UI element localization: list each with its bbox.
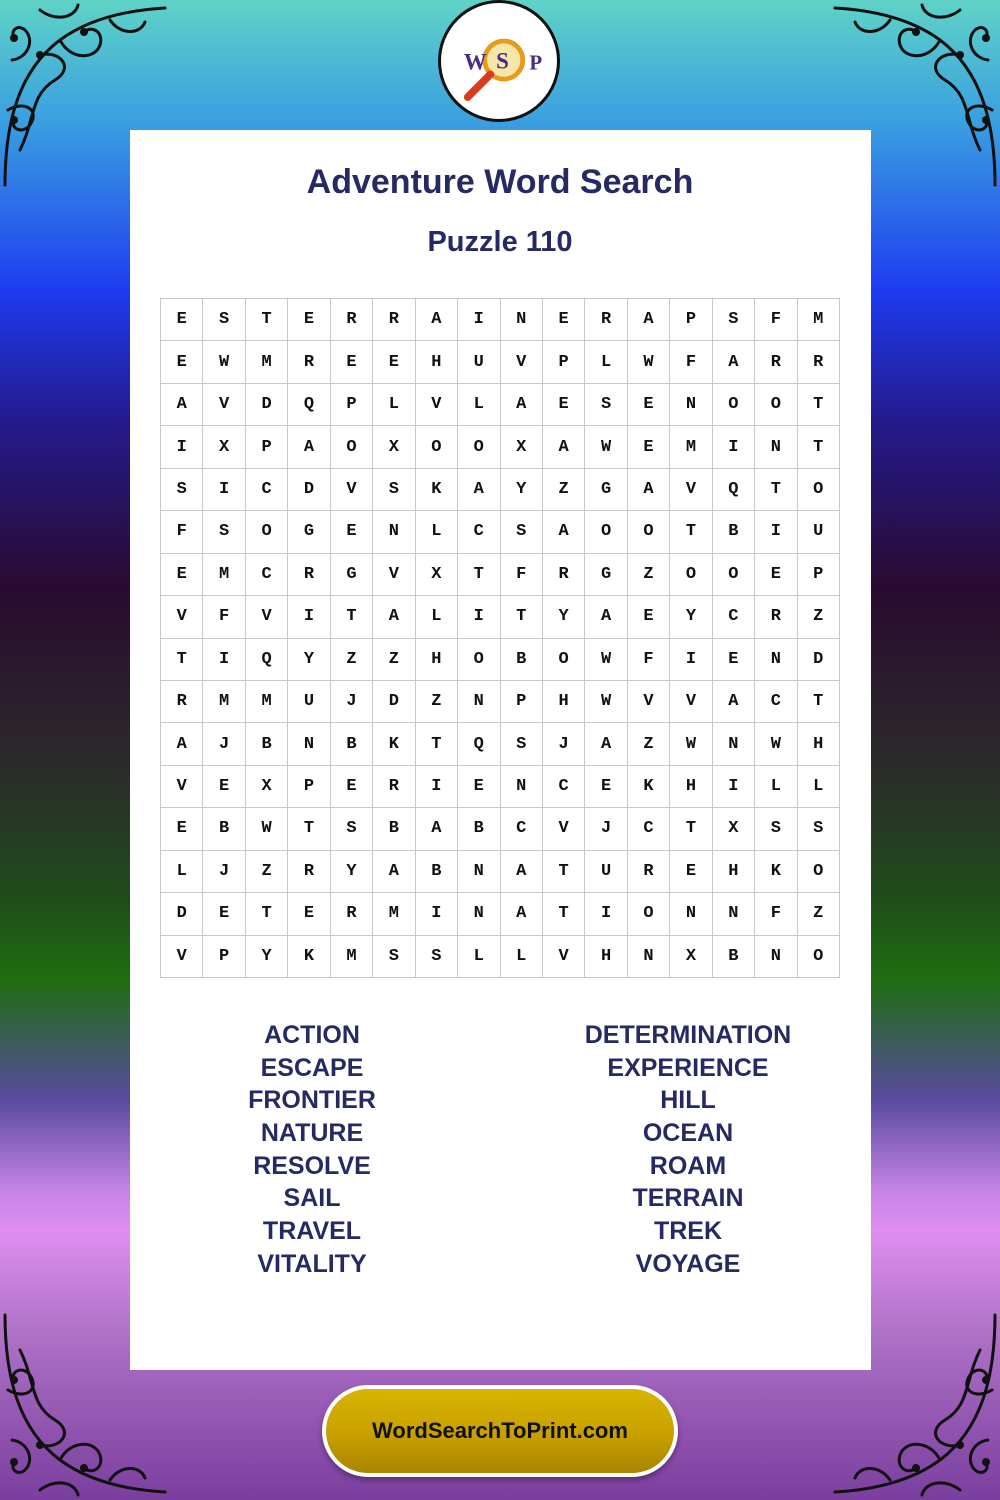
grid-cell[interactable]: T	[458, 554, 500, 596]
grid-cell[interactable]: P	[203, 936, 245, 978]
grid-cell[interactable]: E	[331, 766, 373, 808]
grid-cell[interactable]: W	[585, 426, 627, 468]
grid-cell[interactable]: C	[501, 808, 543, 850]
grid-cell[interactable]: L	[501, 936, 543, 978]
word-list-item: ESCAPE	[260, 1053, 364, 1082]
grid-cell[interactable]: N	[458, 851, 500, 893]
grid-cell[interactable]: R	[373, 299, 415, 341]
grid-cell[interactable]: F	[203, 596, 245, 638]
grid-cell[interactable]: H	[798, 723, 840, 765]
word-list-item: HILL	[660, 1086, 716, 1115]
grid-cell[interactable]: K	[755, 851, 797, 893]
grid-cell[interactable]: M	[246, 341, 288, 383]
grid-cell[interactable]: F	[161, 511, 203, 553]
grid-cell[interactable]: K	[628, 766, 670, 808]
grid-cell[interactable]: M	[798, 299, 840, 341]
grid-cell[interactable]: X	[373, 426, 415, 468]
grid-cell[interactable]: R	[585, 299, 627, 341]
grid-cell[interactable]: T	[798, 681, 840, 723]
grid-cell[interactable]: I	[713, 426, 755, 468]
grid-cell[interactable]: V	[416, 384, 458, 426]
grid-cell[interactable]: E	[161, 808, 203, 850]
grid-cell[interactable]: C	[713, 596, 755, 638]
grid-cell[interactable]: N	[288, 723, 330, 765]
grid-cell[interactable]: A	[373, 596, 415, 638]
grid-cell[interactable]: S	[203, 511, 245, 553]
grid-cell[interactable]: N	[458, 893, 500, 935]
grid-cell[interactable]: T	[246, 893, 288, 935]
word-list-item: ACTION	[264, 1021, 360, 1049]
grid-cell[interactable]: A	[501, 851, 543, 893]
grid-cell[interactable]: O	[713, 384, 755, 426]
grid-cell[interactable]: Z	[798, 596, 840, 638]
grid-cell[interactable]: E	[458, 766, 500, 808]
grid-cell[interactable]: T	[670, 808, 712, 850]
grid-cell[interactable]: V	[373, 554, 415, 596]
grid-cell[interactable]: J	[203, 723, 245, 765]
grid-cell[interactable]: Z	[628, 723, 670, 765]
grid-cell[interactable]: V	[203, 384, 245, 426]
grid-cell[interactable]: Q	[246, 639, 288, 681]
grid-cell[interactable]: D	[288, 469, 330, 511]
grid-cell[interactable]: R	[628, 851, 670, 893]
grid-cell[interactable]: M	[246, 681, 288, 723]
grid-cell[interactable]: F	[755, 893, 797, 935]
grid-cell[interactable]: F	[501, 554, 543, 596]
grid-cell[interactable]: B	[713, 511, 755, 553]
grid-cell[interactable]: S	[373, 936, 415, 978]
grid-cell[interactable]: X	[670, 936, 712, 978]
grid-cell[interactable]: X	[416, 554, 458, 596]
grid-cell[interactable]: D	[161, 893, 203, 935]
grid-cell[interactable]: S	[755, 808, 797, 850]
grid-cell[interactable]: V	[161, 766, 203, 808]
grid-cell[interactable]: O	[798, 469, 840, 511]
grid-cell[interactable]: I	[670, 639, 712, 681]
grid-cell[interactable]: S	[331, 808, 373, 850]
word-list-item: OCEAN	[642, 1119, 734, 1148]
grid-cell[interactable]: I	[416, 766, 458, 808]
grid-cell[interactable]: X	[501, 426, 543, 468]
grid-cell[interactable]: H	[585, 936, 627, 978]
grid-cell[interactable]: E	[331, 511, 373, 553]
grid-cell[interactable]: E	[628, 384, 670, 426]
grid-cell[interactable]: R	[288, 554, 330, 596]
grid-cell[interactable]: H	[543, 681, 585, 723]
grid-cell[interactable]: V	[246, 596, 288, 638]
grid-cell[interactable]: Y	[288, 639, 330, 681]
grid-cell[interactable]: N	[670, 893, 712, 935]
grid-cell[interactable]: C	[246, 469, 288, 511]
grid-cell[interactable]: O	[585, 511, 627, 553]
grid-cell[interactable]: L	[416, 596, 458, 638]
grid-cell[interactable]: N	[755, 639, 797, 681]
grid-cell[interactable]: N	[713, 723, 755, 765]
grid-cell[interactable]: O	[713, 554, 755, 596]
grid-cell[interactable]: B	[203, 808, 245, 850]
grid-cell[interactable]: W	[585, 681, 627, 723]
word-list-item: TREK	[653, 1217, 723, 1246]
grid-cell[interactable]: Z	[543, 469, 585, 511]
word-list-item: ROAM	[649, 1151, 727, 1180]
grid-cell[interactable]: T	[670, 511, 712, 553]
grid-cell[interactable]: A	[585, 723, 627, 765]
grid-cell[interactable]: R	[798, 341, 840, 383]
grid-cell[interactable]: S	[713, 299, 755, 341]
grid-cell[interactable]: X	[203, 426, 245, 468]
grid-cell[interactable]: W	[203, 341, 245, 383]
grid-cell[interactable]: B	[458, 808, 500, 850]
grid-cell[interactable]: N	[755, 936, 797, 978]
grid-cell[interactable]: G	[585, 469, 627, 511]
grid-cell[interactable]: U	[585, 851, 627, 893]
grid-cell[interactable]: B	[331, 723, 373, 765]
grid-cell[interactable]: D	[798, 639, 840, 681]
grid-cell[interactable]: P	[670, 299, 712, 341]
grid-cell[interactable]: S	[501, 511, 543, 553]
grid-cell[interactable]: W	[755, 723, 797, 765]
grid-cell[interactable]: F	[628, 639, 670, 681]
grid-cell[interactable]: E	[755, 554, 797, 596]
grid-cell[interactable]: W	[670, 723, 712, 765]
grid-cell[interactable]: T	[798, 384, 840, 426]
word-list-item: FRONTIER	[248, 1086, 376, 1115]
grid-cell[interactable]: S	[416, 936, 458, 978]
grid-cell[interactable]: C	[458, 511, 500, 553]
grid-cell[interactable]: I	[458, 299, 500, 341]
grid-cell[interactable]: O	[458, 426, 500, 468]
grid-cell[interactable]: P	[331, 384, 373, 426]
grid-cell[interactable]: B	[416, 851, 458, 893]
grid-cell[interactable]: M	[373, 893, 415, 935]
grid-cell[interactable]: I	[288, 596, 330, 638]
grid-cell[interactable]: Q	[458, 723, 500, 765]
page-title: Adventure Word Search	[306, 163, 694, 201]
grid-cell[interactable]: R	[755, 341, 797, 383]
grid-cell[interactable]: R	[755, 596, 797, 638]
grid-cell[interactable]: X	[246, 766, 288, 808]
grid-cell[interactable]: L	[458, 384, 500, 426]
grid-cell[interactable]: T	[543, 893, 585, 935]
grid-cell[interactable]: V	[543, 936, 585, 978]
grid-cell[interactable]: A	[628, 299, 670, 341]
grid-cell[interactable]: G	[585, 554, 627, 596]
grid-cell[interactable]: Z	[373, 639, 415, 681]
grid-cell[interactable]: K	[373, 723, 415, 765]
grid-cell[interactable]: O	[543, 639, 585, 681]
grid-cell[interactable]: P	[246, 426, 288, 468]
grid-cell[interactable]: O	[416, 426, 458, 468]
grid-cell[interactable]: L	[373, 384, 415, 426]
grid-cell[interactable]: P	[501, 681, 543, 723]
grid-cell[interactable]: X	[713, 808, 755, 850]
grid-cell[interactable]: T	[288, 808, 330, 850]
word-list-item: RESOLVE	[253, 1151, 371, 1180]
grid-cell[interactable]: A	[161, 384, 203, 426]
grid-cell[interactable]: I	[458, 596, 500, 638]
grid-cell[interactable]: S	[161, 469, 203, 511]
grid-cell[interactable]: T	[755, 469, 797, 511]
word-list-item: DETERMINATION	[584, 1021, 792, 1049]
grid-cell[interactable]: Z	[628, 554, 670, 596]
grid-cell[interactable]: J	[331, 681, 373, 723]
grid-cell[interactable]: E	[288, 299, 330, 341]
grid-cell[interactable]: K	[416, 469, 458, 511]
site-logo[interactable]	[438, 0, 560, 122]
grid-cell[interactable]: S	[373, 469, 415, 511]
grid-cell[interactable]: A	[416, 299, 458, 341]
grid-cell[interactable]: E	[203, 893, 245, 935]
grid-cell[interactable]: I	[203, 469, 245, 511]
grid-cell[interactable]: G	[331, 554, 373, 596]
grid-cell[interactable]: Z	[416, 681, 458, 723]
grid-cell[interactable]: Z	[798, 893, 840, 935]
grid-cell[interactable]: T	[331, 596, 373, 638]
grid-cell[interactable]: S	[585, 384, 627, 426]
grid-cell[interactable]: O	[246, 511, 288, 553]
grid-cell[interactable]: S	[798, 808, 840, 850]
grid-cell[interactable]: O	[798, 851, 840, 893]
grid-cell[interactable]: J	[585, 808, 627, 850]
grid-cell[interactable]: Y	[670, 596, 712, 638]
grid-cell[interactable]: E	[713, 639, 755, 681]
letter-grid[interactable]	[160, 298, 840, 978]
grid-cell[interactable]: L	[458, 936, 500, 978]
grid-cell[interactable]: G	[288, 511, 330, 553]
grid-cell[interactable]: J	[203, 851, 245, 893]
grid-cell[interactable]: I	[755, 511, 797, 553]
grid-cell[interactable]: C	[755, 681, 797, 723]
grid-cell[interactable]: L	[755, 766, 797, 808]
grid-cell[interactable]: H	[670, 766, 712, 808]
grid-cell[interactable]: V	[331, 469, 373, 511]
grid-cell[interactable]: E	[628, 596, 670, 638]
grid-cell[interactable]: P	[543, 341, 585, 383]
grid-cell[interactable]: A	[501, 893, 543, 935]
grid-cell[interactable]: E	[543, 299, 585, 341]
grid-cell[interactable]: A	[585, 596, 627, 638]
grid-cell[interactable]: O	[798, 936, 840, 978]
grid-cell[interactable]: B	[713, 936, 755, 978]
grid-cell[interactable]: U	[458, 341, 500, 383]
grid-cell[interactable]: R	[331, 893, 373, 935]
grid-cell[interactable]: M	[203, 681, 245, 723]
grid-cell[interactable]: A	[713, 341, 755, 383]
grid-cell[interactable]: R	[288, 341, 330, 383]
puzzle-number: Puzzle 110	[427, 226, 573, 258]
grid-cell[interactable]: U	[798, 511, 840, 553]
grid-cell[interactable]: F	[755, 299, 797, 341]
grid-cell[interactable]: M	[203, 554, 245, 596]
grid-cell[interactable]: E	[161, 299, 203, 341]
grid-cell[interactable]: I	[713, 766, 755, 808]
grid-cell[interactable]: E	[373, 341, 415, 383]
grid-cell[interactable]: R	[331, 299, 373, 341]
grid-cell[interactable]: E	[161, 554, 203, 596]
grid-cell[interactable]: V	[670, 681, 712, 723]
grid-cell[interactable]: Q	[713, 469, 755, 511]
grid-cell[interactable]: P	[798, 554, 840, 596]
grid-cell[interactable]: D	[246, 384, 288, 426]
grid-cell[interactable]: Z	[246, 851, 288, 893]
grid-cell[interactable]: B	[373, 808, 415, 850]
grid-cell[interactable]: Y	[543, 596, 585, 638]
word-list-item: EXPERIENCE	[607, 1053, 769, 1082]
grid-cell[interactable]: E	[203, 766, 245, 808]
grid-cell[interactable]: N	[628, 936, 670, 978]
grid-cell[interactable]: A	[501, 384, 543, 426]
grid-cell[interactable]: Z	[331, 639, 373, 681]
grid-cell[interactable]: A	[161, 723, 203, 765]
grid-cell[interactable]: M	[331, 936, 373, 978]
grid-cell[interactable]: E	[161, 341, 203, 383]
grid-cell[interactable]: R	[161, 681, 203, 723]
grid-cell[interactable]: S	[501, 723, 543, 765]
grid-cell[interactable]: O	[628, 893, 670, 935]
logo-letter-s: S	[496, 48, 509, 74]
grid-cell[interactable]: T	[798, 426, 840, 468]
logo-letter-p: P	[529, 50, 543, 75]
grid-cell[interactable]: T	[161, 639, 203, 681]
grid-cell[interactable]: I	[161, 426, 203, 468]
grid-cell[interactable]: R	[288, 851, 330, 893]
grid-cell[interactable]: K	[288, 936, 330, 978]
grid-cell[interactable]: A	[628, 469, 670, 511]
grid-cell[interactable]: O	[670, 554, 712, 596]
grid-cell[interactable]: C	[628, 808, 670, 850]
grid-cell[interactable]: A	[373, 851, 415, 893]
word-list-item: TERRAIN	[632, 1184, 744, 1213]
grid-cell[interactable]: L	[161, 851, 203, 893]
grid-cell[interactable]: N	[458, 681, 500, 723]
grid-cell[interactable]: J	[543, 723, 585, 765]
grid-cell[interactable]: U	[288, 681, 330, 723]
grid-cell[interactable]: N	[670, 384, 712, 426]
grid-cell[interactable]: H	[713, 851, 755, 893]
grid-cell[interactable]: H	[416, 639, 458, 681]
grid-cell[interactable]: T	[501, 596, 543, 638]
grid-cell[interactable]: A	[543, 426, 585, 468]
grid-cell[interactable]: E	[543, 384, 585, 426]
grid-cell[interactable]: Q	[288, 384, 330, 426]
grid-cell[interactable]: N	[373, 511, 415, 553]
grid-cell[interactable]: N	[501, 766, 543, 808]
grid-cell[interactable]: R	[543, 554, 585, 596]
grid-cell[interactable]: B	[501, 639, 543, 681]
grid-cell[interactable]: A	[458, 469, 500, 511]
grid-cell[interactable]: V	[670, 469, 712, 511]
grid-cell[interactable]: A	[288, 426, 330, 468]
word-list-item: VOYAGE	[635, 1249, 741, 1278]
grid-cell[interactable]: T	[246, 299, 288, 341]
grid-cell[interactable]: B	[246, 723, 288, 765]
grid-cell[interactable]: V	[161, 596, 203, 638]
grid-cell[interactable]: N	[755, 426, 797, 468]
word-list-item: NATURE	[260, 1119, 364, 1148]
grid-cell[interactable]: L	[416, 511, 458, 553]
word-list-item: SAIL	[283, 1184, 341, 1213]
grid-cell[interactable]: F	[670, 341, 712, 383]
grid-cell[interactable]: E	[670, 851, 712, 893]
grid-cell[interactable]: A	[416, 808, 458, 850]
grid-cell[interactable]: Y	[501, 469, 543, 511]
grid-cell[interactable]: V	[161, 936, 203, 978]
word-list-item: VITALITY	[257, 1249, 367, 1278]
grid-cell[interactable]: N	[501, 299, 543, 341]
grid-cell[interactable]: E	[288, 893, 330, 935]
grid-cell[interactable]: O	[331, 426, 373, 468]
grid-cell[interactable]: I	[585, 893, 627, 935]
grid-cell[interactable]: Y	[331, 851, 373, 893]
grid-cell[interactable]: L	[798, 766, 840, 808]
grid-cell[interactable]: E	[331, 341, 373, 383]
word-list-right	[538, 1019, 838, 1281]
grid-cell[interactable]: I	[416, 893, 458, 935]
grid-cell[interactable]: O	[755, 384, 797, 426]
grid-cell[interactable]: M	[670, 426, 712, 468]
grid-cell[interactable]: T	[543, 851, 585, 893]
grid-cell[interactable]: R	[373, 766, 415, 808]
grid-cell[interactable]: A	[543, 511, 585, 553]
grid-cell[interactable]: N	[713, 893, 755, 935]
word-list-left	[162, 1019, 462, 1281]
grid-cell[interactable]: L	[585, 341, 627, 383]
grid-cell[interactable]: I	[203, 639, 245, 681]
grid-cell[interactable]: E	[628, 426, 670, 468]
word-list-item: TRAVEL	[262, 1217, 362, 1246]
grid-cell[interactable]: V	[628, 681, 670, 723]
grid-cell[interactable]: E	[585, 766, 627, 808]
grid-cell[interactable]: A	[713, 681, 755, 723]
grid-cell[interactable]: O	[628, 511, 670, 553]
grid-cell[interactable]: V	[501, 341, 543, 383]
grid-cell[interactable]: T	[416, 723, 458, 765]
logo-letter-w: W	[463, 49, 487, 75]
grid-cell[interactable]: O	[458, 639, 500, 681]
grid-cell[interactable]: H	[416, 341, 458, 383]
grid-cell[interactable]: C	[543, 766, 585, 808]
grid-cell[interactable]: D	[373, 681, 415, 723]
grid-cell[interactable]: C	[246, 554, 288, 596]
grid-cell[interactable]: W	[628, 341, 670, 383]
grid-cell[interactable]: S	[203, 299, 245, 341]
grid-cell[interactable]: P	[288, 766, 330, 808]
grid-cell[interactable]: Y	[246, 936, 288, 978]
grid-cell[interactable]: V	[543, 808, 585, 850]
website-link-button[interactable]: WordSearchToPrint.com	[322, 1385, 678, 1477]
grid-cell[interactable]: W	[585, 639, 627, 681]
grid-cell[interactable]: W	[246, 808, 288, 850]
